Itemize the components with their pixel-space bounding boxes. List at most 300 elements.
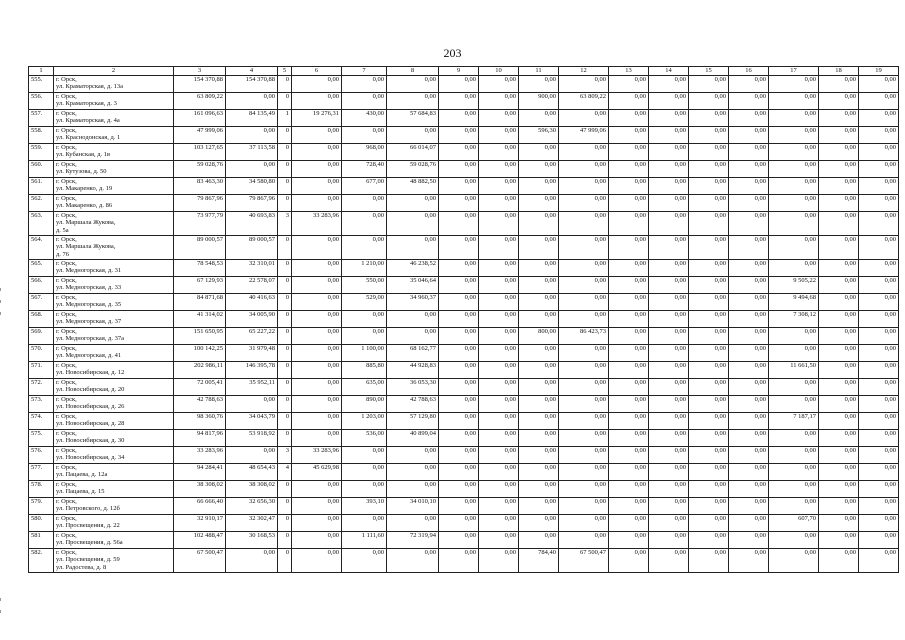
- address-line: г. Орск,: [56, 362, 77, 369]
- table-row: [29, 379, 899, 396]
- address-line: г. Орск,: [56, 481, 77, 488]
- column-number-header: 5: [278, 67, 292, 76]
- value-cell-c18: 0,00: [819, 532, 859, 549]
- value-cell-c4: 0,00: [226, 93, 278, 110]
- address-line: г. Орск,: [56, 396, 77, 403]
- value-cell-c18: 0,00: [819, 144, 859, 161]
- value-cell-c9: 0,00: [439, 144, 479, 161]
- value-cell-c15: 0,00: [689, 236, 729, 260]
- value-cell-c7: 0,00: [342, 93, 387, 110]
- value-cell-c8: 0,00: [387, 127, 439, 144]
- value-cell-c7: 0,00: [342, 195, 387, 212]
- register-table: [28, 66, 899, 573]
- value-cell-c17: 9 505,22: [769, 277, 819, 294]
- row-index: 555.: [29, 76, 54, 93]
- value-cell-c12: 0,00: [559, 161, 609, 178]
- value-cell-c12: 0,00: [559, 396, 609, 413]
- address-line: г. Орск,: [56, 144, 77, 151]
- address-line: г. Орск,: [56, 515, 77, 522]
- value-cell-c19: 0,00: [859, 362, 899, 379]
- column-number-header: 8: [387, 67, 439, 76]
- table-row: [29, 498, 899, 515]
- value-cell-c8: 48 882,50: [387, 178, 439, 195]
- address-cell: [54, 161, 174, 178]
- value-cell-c16: 0,00: [729, 277, 769, 294]
- value-cell-c15: 0,00: [689, 464, 729, 481]
- value-cell-c3: 67 129,93: [174, 277, 226, 294]
- value-cell-c18: 0,00: [819, 236, 859, 260]
- value-cell-c7: 1 210,00: [342, 260, 387, 277]
- value-cell-c6: 0,00: [292, 76, 342, 93]
- value-cell-c17: 0,00: [769, 236, 819, 260]
- value-cell-c8: 0,00: [387, 236, 439, 260]
- value-cell-c5: 0: [278, 345, 292, 362]
- address-cell: [54, 328, 174, 345]
- value-cell-c3: 100 142,25: [174, 345, 226, 362]
- value-cell-c4: 22 578,07: [226, 277, 278, 294]
- column-number-header: 4: [226, 67, 278, 76]
- value-cell-c15: 0,00: [689, 311, 729, 328]
- value-cell-c6: 0,00: [292, 144, 342, 161]
- table-row: [29, 144, 899, 161]
- value-cell-c18: 0,00: [819, 362, 859, 379]
- value-cell-c9: 0,00: [439, 362, 479, 379]
- value-cell-c5: 0: [278, 498, 292, 515]
- value-cell-c19: 0,00: [859, 161, 899, 178]
- address-cell: [54, 76, 174, 93]
- value-cell-c15: 0,00: [689, 498, 729, 515]
- value-cell-c19: 0,00: [859, 328, 899, 345]
- row-index: 564.: [29, 236, 54, 260]
- value-cell-c10: 0,00: [479, 110, 519, 127]
- value-cell-c15: 0,00: [689, 328, 729, 345]
- value-cell-c11: 0,00: [519, 110, 559, 127]
- value-cell-c5: 0: [278, 379, 292, 396]
- value-cell-c19: 0,00: [859, 379, 899, 396]
- address-cell: [54, 294, 174, 311]
- value-cell-c17: 0,00: [769, 212, 819, 236]
- value-cell-c5: 0: [278, 260, 292, 277]
- value-cell-c10: 0,00: [479, 396, 519, 413]
- value-cell-c6: 0,00: [292, 311, 342, 328]
- value-cell-c4: 89 000,57: [226, 236, 278, 260]
- value-cell-c4: 0,00: [226, 127, 278, 144]
- value-cell-c17: 0,00: [769, 532, 819, 549]
- value-cell-c4: 65 227,22: [226, 328, 278, 345]
- value-cell-c18: 0,00: [819, 161, 859, 178]
- value-cell-c17: 0,00: [769, 430, 819, 447]
- value-cell-c9: 0,00: [439, 464, 479, 481]
- value-cell-c9: 0,00: [439, 236, 479, 260]
- table-row: [29, 260, 899, 277]
- value-cell-c6: 0,00: [292, 161, 342, 178]
- value-cell-c5: 0: [278, 532, 292, 549]
- value-cell-c5: 0: [278, 413, 292, 430]
- value-cell-c8: 0,00: [387, 447, 439, 464]
- value-cell-c17: 0,00: [769, 549, 819, 573]
- value-cell-c14: 0,00: [649, 481, 689, 498]
- table-row: [29, 195, 899, 212]
- value-cell-c4: 0,00: [226, 447, 278, 464]
- value-cell-c6: 45 629,98: [292, 464, 342, 481]
- value-cell-c8: 34 960,37: [387, 294, 439, 311]
- value-cell-c10: 0,00: [479, 277, 519, 294]
- value-cell-c7: 1 100,00: [342, 345, 387, 362]
- value-cell-c9: 0,00: [439, 212, 479, 236]
- value-cell-c12: 0,00: [559, 413, 609, 430]
- address-line: г. Орск,: [56, 345, 77, 352]
- address-line: г. Орск,: [56, 161, 77, 168]
- address-cell: [54, 127, 174, 144]
- address-line: г. Орск,: [56, 430, 77, 437]
- value-cell-c8: 0,00: [387, 515, 439, 532]
- value-cell-c3: 38 308,02: [174, 481, 226, 498]
- value-cell-c15: 0,00: [689, 144, 729, 161]
- table-row: [29, 294, 899, 311]
- value-cell-c6: 0,00: [292, 127, 342, 144]
- row-index: 567.: [29, 294, 54, 311]
- value-cell-c14: 0,00: [649, 161, 689, 178]
- value-cell-c15: 0,00: [689, 127, 729, 144]
- table-row: [29, 447, 899, 464]
- address-line: ул. Петровского, д. 12б: [56, 505, 120, 513]
- value-cell-c14: 0,00: [649, 110, 689, 127]
- row-index: 578.: [29, 481, 54, 498]
- value-cell-c19: 0,00: [859, 110, 899, 127]
- address-cell: [54, 515, 174, 532]
- address-cell: [54, 447, 174, 464]
- value-cell-c18: 0,00: [819, 447, 859, 464]
- value-cell-c16: 0,00: [729, 328, 769, 345]
- value-cell-c10: 0,00: [479, 212, 519, 236]
- value-cell-c15: 0,00: [689, 447, 729, 464]
- value-cell-c9: 0,00: [439, 515, 479, 532]
- value-cell-c15: 0,00: [689, 345, 729, 362]
- value-cell-c5: 0: [278, 195, 292, 212]
- address-line: ул. Просвещения, д. 22: [56, 522, 120, 530]
- row-index: 570.: [29, 345, 54, 362]
- value-cell-c17: 0,00: [769, 93, 819, 110]
- value-cell-c9: 0,00: [439, 76, 479, 93]
- value-cell-c5: 0: [278, 430, 292, 447]
- column-number-header: 10: [479, 67, 519, 76]
- address-line: ул. Просвещения, д. 59: [56, 556, 120, 564]
- value-cell-c14: 0,00: [649, 277, 689, 294]
- value-cell-c4: 32 656,30: [226, 498, 278, 515]
- value-cell-c17: 0,00: [769, 178, 819, 195]
- row-index: 573.: [29, 396, 54, 413]
- value-cell-c9: 0,00: [439, 195, 479, 212]
- value-cell-c15: 0,00: [689, 161, 729, 178]
- value-cell-c3: 78 548,53: [174, 260, 226, 277]
- value-cell-c16: 0,00: [729, 498, 769, 515]
- value-cell-c16: 0,00: [729, 110, 769, 127]
- value-cell-c13: 0,00: [609, 76, 649, 93]
- value-cell-c16: 0,00: [729, 311, 769, 328]
- value-cell-c9: 0,00: [439, 311, 479, 328]
- value-cell-c19: 0,00: [859, 127, 899, 144]
- value-cell-c12: 0,00: [559, 236, 609, 260]
- value-cell-c17: 0,00: [769, 379, 819, 396]
- value-cell-c17: 0,00: [769, 481, 819, 498]
- value-cell-c19: 0,00: [859, 396, 899, 413]
- value-cell-c7: 0,00: [342, 447, 387, 464]
- value-cell-c10: 0,00: [479, 430, 519, 447]
- value-cell-c4: 79 867,96: [226, 195, 278, 212]
- value-cell-c19: 0,00: [859, 498, 899, 515]
- value-cell-c16: 0,00: [729, 236, 769, 260]
- value-cell-c11: 0,00: [519, 161, 559, 178]
- value-cell-c15: 0,00: [689, 195, 729, 212]
- value-cell-c7: 430,00: [342, 110, 387, 127]
- address-cell: [54, 212, 174, 236]
- address-line: г. Орск,: [56, 379, 77, 386]
- value-cell-c15: 0,00: [689, 396, 729, 413]
- value-cell-c11: 0,00: [519, 532, 559, 549]
- table-row: [29, 515, 899, 532]
- value-cell-c16: 0,00: [729, 294, 769, 311]
- value-cell-c14: 0,00: [649, 379, 689, 396]
- value-cell-c3: 79 867,96: [174, 195, 226, 212]
- value-cell-c11: 0,00: [519, 294, 559, 311]
- value-cell-c7: 0,00: [342, 311, 387, 328]
- address-cell: [54, 549, 174, 573]
- value-cell-c9: 0,00: [439, 430, 479, 447]
- row-index: 580.: [29, 515, 54, 532]
- value-cell-c7: 0,00: [342, 549, 387, 573]
- value-cell-c18: 0,00: [819, 549, 859, 573]
- value-cell-c9: 0,00: [439, 481, 479, 498]
- value-cell-c6: 0,00: [292, 294, 342, 311]
- value-cell-c18: 0,00: [819, 76, 859, 93]
- value-cell-c6: 0,00: [292, 345, 342, 362]
- value-cell-c11: 0,00: [519, 447, 559, 464]
- value-cell-c4: 34 580,80: [226, 178, 278, 195]
- margin-mark: [0, 598, 1, 601]
- value-cell-c12: 0,00: [559, 498, 609, 515]
- value-cell-c12: 0,00: [559, 532, 609, 549]
- value-cell-c8: 35 046,64: [387, 277, 439, 294]
- value-cell-c9: 0,00: [439, 93, 479, 110]
- value-cell-c7: 728,40: [342, 161, 387, 178]
- row-index: 579.: [29, 498, 54, 515]
- value-cell-c18: 0,00: [819, 110, 859, 127]
- value-cell-c18: 0,00: [819, 195, 859, 212]
- value-cell-c3: 63 809,22: [174, 93, 226, 110]
- address-cell: [54, 144, 174, 161]
- value-cell-c19: 0,00: [859, 144, 899, 161]
- value-cell-c16: 0,00: [729, 515, 769, 532]
- value-cell-c12: 0,00: [559, 362, 609, 379]
- value-cell-c8: 46 238,52: [387, 260, 439, 277]
- value-cell-c18: 0,00: [819, 93, 859, 110]
- address-line: г. Орск,: [56, 498, 77, 505]
- value-cell-c17: 0,00: [769, 76, 819, 93]
- value-cell-c11: 0,00: [519, 195, 559, 212]
- table-row: [29, 212, 899, 236]
- value-cell-c16: 0,00: [729, 93, 769, 110]
- value-cell-c6: 0,00: [292, 362, 342, 379]
- value-cell-c18: 0,00: [819, 413, 859, 430]
- row-index: 569.: [29, 328, 54, 345]
- table-row: [29, 532, 899, 549]
- address-line: ул. Медногорская, д. 35: [56, 301, 122, 309]
- value-cell-c17: 0,00: [769, 396, 819, 413]
- value-cell-c3: 89 000,57: [174, 236, 226, 260]
- value-cell-c8: 0,00: [387, 464, 439, 481]
- value-cell-c15: 0,00: [689, 362, 729, 379]
- value-cell-c3: 67 500,47: [174, 549, 226, 573]
- value-cell-c18: 0,00: [819, 464, 859, 481]
- value-cell-c11: 0,00: [519, 236, 559, 260]
- column-number-header: 15: [689, 67, 729, 76]
- value-cell-c9: 0,00: [439, 396, 479, 413]
- value-cell-c18: 0,00: [819, 498, 859, 515]
- value-cell-c13: 0,00: [609, 93, 649, 110]
- value-cell-c14: 0,00: [649, 311, 689, 328]
- value-cell-c17: 0,00: [769, 328, 819, 345]
- margin-mark: [0, 312, 1, 315]
- value-cell-c11: 0,00: [519, 144, 559, 161]
- value-cell-c19: 0,00: [859, 549, 899, 573]
- column-number-row: [29, 67, 899, 76]
- value-cell-c4: 32 310,01: [226, 260, 278, 277]
- column-number-header: 9: [439, 67, 479, 76]
- value-cell-c16: 0,00: [729, 178, 769, 195]
- value-cell-c16: 0,00: [729, 362, 769, 379]
- table-row: [29, 413, 899, 430]
- value-cell-c13: 0,00: [609, 161, 649, 178]
- address-line: ул. Новосибирская, д. 20: [56, 386, 125, 394]
- value-cell-c16: 0,00: [729, 161, 769, 178]
- value-cell-c10: 0,00: [479, 464, 519, 481]
- value-cell-c10: 0,00: [479, 362, 519, 379]
- value-cell-c9: 0,00: [439, 260, 479, 277]
- value-cell-c10: 0,00: [479, 195, 519, 212]
- value-cell-c9: 0,00: [439, 379, 479, 396]
- value-cell-c12: 0,00: [559, 311, 609, 328]
- value-cell-c12: 0,00: [559, 144, 609, 161]
- value-cell-c16: 0,00: [729, 430, 769, 447]
- value-cell-c13: 0,00: [609, 379, 649, 396]
- value-cell-c16: 0,00: [729, 144, 769, 161]
- value-cell-c7: 0,00: [342, 481, 387, 498]
- value-cell-c4: 31 979,48: [226, 345, 278, 362]
- value-cell-c15: 0,00: [689, 260, 729, 277]
- address-line: ул. Медногорская, д. 41: [56, 352, 122, 360]
- value-cell-c7: 0,00: [342, 127, 387, 144]
- table-row: [29, 178, 899, 195]
- address-line: ул. Макаренко, д. 86: [56, 202, 113, 210]
- value-cell-c4: 34 043,79: [226, 413, 278, 430]
- address-cell: [54, 379, 174, 396]
- address-line: г. Орск,: [56, 328, 77, 335]
- column-number-header: 19: [859, 67, 899, 76]
- value-cell-c18: 0,00: [819, 294, 859, 311]
- column-number-header: 13: [609, 67, 649, 76]
- address-line: ул. Новосибирская, д. 34: [56, 454, 125, 462]
- value-cell-c10: 0,00: [479, 379, 519, 396]
- value-cell-c4: 0,00: [226, 161, 278, 178]
- address-cell: [54, 311, 174, 328]
- value-cell-c11: 0,00: [519, 212, 559, 236]
- row-index: 566.: [29, 277, 54, 294]
- value-cell-c3: 84 871,68: [174, 294, 226, 311]
- value-cell-c19: 0,00: [859, 178, 899, 195]
- value-cell-c4: 30 168,53: [226, 532, 278, 549]
- address-line: г. Орск,: [56, 195, 77, 202]
- value-cell-c19: 0,00: [859, 260, 899, 277]
- address-line: ул. Медногорская, д. 37а: [56, 335, 125, 343]
- column-number-header: 2: [54, 67, 174, 76]
- value-cell-c17: 9 494,68: [769, 294, 819, 311]
- value-cell-c4: 154 370,88: [226, 76, 278, 93]
- value-cell-c8: 0,00: [387, 93, 439, 110]
- value-cell-c11: 0,00: [519, 379, 559, 396]
- table-row: [29, 481, 899, 498]
- row-index: 561.: [29, 178, 54, 195]
- value-cell-c6: 0,00: [292, 195, 342, 212]
- value-cell-c6: 0,00: [292, 328, 342, 345]
- value-cell-c15: 0,00: [689, 110, 729, 127]
- value-cell-c16: 0,00: [729, 345, 769, 362]
- address-cell: [54, 195, 174, 212]
- value-cell-c13: 0,00: [609, 328, 649, 345]
- value-cell-c15: 0,00: [689, 212, 729, 236]
- value-cell-c13: 0,00: [609, 195, 649, 212]
- column-number-header: 7: [342, 67, 387, 76]
- value-cell-c15: 0,00: [689, 430, 729, 447]
- value-cell-c3: 154 370,88: [174, 76, 226, 93]
- value-cell-c9: 0,00: [439, 345, 479, 362]
- value-cell-c11: 800,00: [519, 328, 559, 345]
- value-cell-c13: 0,00: [609, 532, 649, 549]
- value-cell-c18: 0,00: [819, 260, 859, 277]
- value-cell-c8: 0,00: [387, 195, 439, 212]
- value-cell-c16: 0,00: [729, 481, 769, 498]
- value-cell-c9: 0,00: [439, 447, 479, 464]
- value-cell-c9: 0,00: [439, 413, 479, 430]
- value-cell-c13: 0,00: [609, 515, 649, 532]
- value-cell-c5: 0: [278, 362, 292, 379]
- value-cell-c14: 0,00: [649, 430, 689, 447]
- row-index: 563.: [29, 212, 54, 236]
- value-cell-c12: 0,00: [559, 195, 609, 212]
- value-cell-c8: 66 014,07: [387, 144, 439, 161]
- value-cell-c10: 0,00: [479, 294, 519, 311]
- value-cell-c3: 42 788,63: [174, 396, 226, 413]
- address-line: ул. Пацаева, д. 15: [56, 488, 105, 496]
- table-row: [29, 430, 899, 447]
- value-cell-c11: 784,40: [519, 549, 559, 573]
- value-cell-c17: 607,70: [769, 515, 819, 532]
- row-index: 560.: [29, 161, 54, 178]
- address-line: г. Орск,: [56, 549, 77, 556]
- value-cell-c7: 968,00: [342, 144, 387, 161]
- address-line: ул. Новосибирская, д. 26: [56, 403, 125, 411]
- column-number-header: 3: [174, 67, 226, 76]
- address-line: г. Орск,: [56, 260, 77, 267]
- row-index: 576.: [29, 447, 54, 464]
- value-cell-c16: 0,00: [729, 464, 769, 481]
- value-cell-c13: 0,00: [609, 311, 649, 328]
- value-cell-c6: 0,00: [292, 430, 342, 447]
- value-cell-c16: 0,00: [729, 549, 769, 573]
- address-line: ул. Краматорская, д. 13а: [56, 83, 123, 91]
- value-cell-c4: 32 302,47: [226, 515, 278, 532]
- value-cell-c13: 0,00: [609, 447, 649, 464]
- value-cell-c9: 0,00: [439, 532, 479, 549]
